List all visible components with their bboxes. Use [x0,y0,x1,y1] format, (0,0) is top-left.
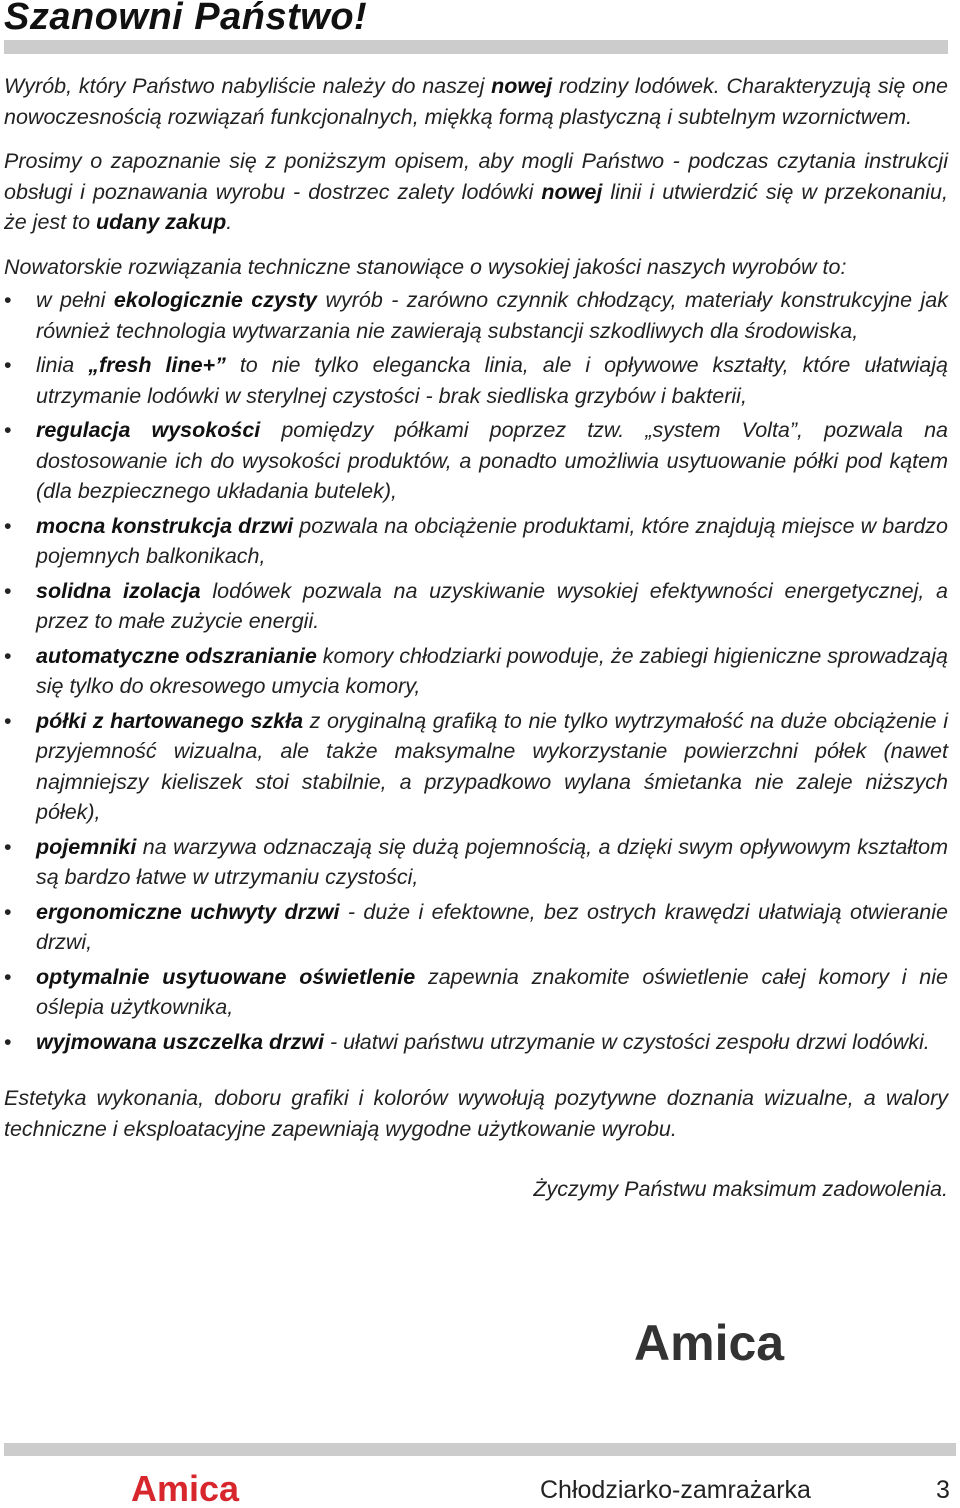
feature-prefix: linia [36,353,89,377]
feature-item [4,350,948,411]
feature-highlight: ekologicznie czysty [113,288,318,312]
page-title: Szanowni Państwo! [4,0,368,38]
bullet-icon: • [4,964,12,989]
bullet-icon: • [4,513,12,538]
request-paragraph: Prosimy o zapoznanie się z poniższym opisem, aby mogli Państwo - podczas czytania instrukcji obsługi i poznawania wyrobu - dostrzec zalety lodówki nowej linii i utwierdzić się w przekonaniu, że jest to udany zakup. [4,149,948,234]
feature-text: pozwala na obciążenie produktami, które znajdują miejsce w bardzo pojemnych balkonikach, [36,513,948,568]
feature-item [4,511,948,572]
feature-highlight: wyjmowana uszczelka drzwi [36,1029,324,1054]
feature-highlight: półki z hartowanego szkła [36,708,304,733]
bullet-icon: • [4,834,12,859]
feature-highlight: pojemniki [36,834,137,859]
bullet-icon: • [4,578,12,603]
feature-item [4,897,948,958]
feature-highlight: „fresh line+” [88,353,226,377]
feature-item [4,706,948,828]
feature-highlight: solidna izolacja [36,578,201,603]
feature-text: z oryginalną grafiką to nie tylko wytrzymałość na duże obciążenie i przyjemność wizualna, ale także maksymalne wykorzystanie powierzchni półek (nawet najmniejszy kieliszek stoi stabilnie, a przypadkowo wylana śmietanka nie zaleje niższych półek), [36,708,948,824]
feature-item [4,1027,948,1058]
feature-highlight: mocna konstrukcja drzwi [36,513,294,538]
feature-item [4,832,948,893]
feature-list [4,285,948,1057]
feature-text: pomiędzy półkami poprzez tzw. „system Volta”, pozwala na dostosowanie ich do wysokości produktów, a ponadto umożliwia usytuowanie półki pod kątem (dla bezpiecznego układania butelek), [36,418,948,503]
feature-item [4,576,948,637]
feature-text: na warzywa odznaczają się dużą pojemnością, a dzięki swym opływowym kształtom są bardzo łatwe w utrzymaniu czystości, [36,834,948,889]
amica-logo-footer [131,1470,251,1506]
feature-item [4,285,948,346]
footer-product-name: Chłodziarko-zamrażarka [540,1476,811,1504]
aesthetics-paragraph: Estetyka wykonania, doboru grafiki i kolorów wywołują pozytywne doznania wizualne, a walory techniczne i eksploatacyjne zapewniają wygodne użytkowanie wyrobu. [4,1086,948,1141]
feature-prefix: w pełni [36,288,114,312]
feature-highlight: regulacja wysokości [36,418,261,442]
bullet-icon: • [4,418,12,442]
feature-text: to nie tylko elegancka linia, ale i opływowe kształty, które ułatwiają utrzymanie lodówki w sterylnej czystości - brak siedliska grzybów i bakterii, [36,353,948,408]
bullet-icon: • [4,708,12,733]
bullet-icon: • [4,643,12,668]
feature-text: wyrób - zarówno czynnik chłodzący, materiały konstrukcyjne jak również technologia wytwarzania nie zawierają substancji szkodliwych dla środowiska, [36,288,949,343]
feature-text: komory chłodziarki powoduje, że zabiegi higieniczne sprowadzają się tylko do okresowego umycia komory, [36,643,948,698]
feature-item [4,962,948,1023]
feature-text: zapewnia znakomite oświetlenie całej komory i nie oślepia użytkownika, [36,964,948,1019]
title-underline-bar [4,40,948,54]
feature-item [4,641,948,702]
footer-rule [4,1443,956,1456]
amica-logo-signature [632,1312,796,1372]
page-number: 3 [936,1476,950,1504]
feature-text: - duże i efektowne, bez ostrych krawędzi ułatwiają otwieranie drzwi, [36,899,948,954]
svg-text:Amica: Amica [131,1470,240,1506]
feature-text: lodówek pozwala na uzyskiwanie wysokiej efektywności energetycznej, a przez to małe zużycie energii. [36,578,948,633]
feature-item [4,415,948,507]
bullet-icon: • [4,353,12,377]
feature-highlight: ergonomiczne uchwyty drzwi [36,899,340,924]
intro-paragraph: Wyrób, który Państwo nabyliście należy do naszej nowej rodziny lodówek. Charakteryzują się one nowoczesnością rozwiązań funkcjonalnych, miękką formą plastyczną i subtelnym wzornictwem. [4,74,949,129]
bullet-icon: • [4,899,12,924]
closing-wish: Życzymy Państwu maksimum zadowolenia. [533,1177,948,1201]
bullet-icon: • [4,1029,12,1054]
letter-body [4,71,948,1205]
bullet-icon: • [4,288,12,312]
feature-highlight: optymalnie usytuowane oświetlenie [36,964,416,989]
feature-highlight: automatyczne odszranianie [36,643,317,668]
feature-text: - ułatwi państwu utrzymanie w czystości zespołu drzwi lodówki. [323,1029,930,1054]
svg-text:Amica: Amica [634,1315,785,1371]
features-intro: Nowatorskie rozwiązania techniczne stanowiące o wysokiej jakości naszych wyrobów to: [4,254,847,279]
